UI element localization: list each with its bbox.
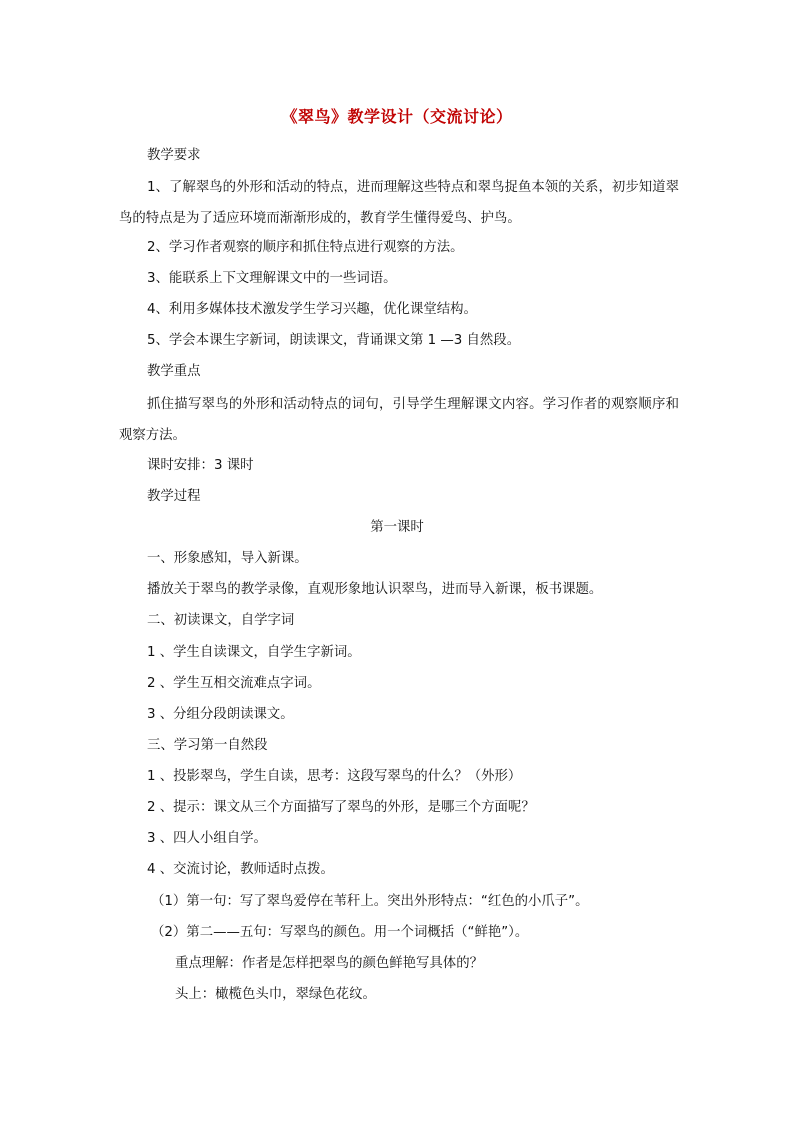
heading-teaching-focus: 教学重点 xyxy=(147,364,201,379)
step-3-heading: 三、学习第一自然段 xyxy=(147,738,268,753)
step-3-item-3: 3 、四人小组自学。 xyxy=(147,831,267,846)
step-2-item-3: 3 、分组分段朗读课文。 xyxy=(147,707,294,722)
teaching-focus-text: 抓住描写翠鸟的外形和活动特点的词句，引导学生理解课文内容。学习作者的观察顺序和观察方法。 xyxy=(119,397,679,443)
step-2-heading: 二、初读课文，自学字词 xyxy=(147,613,295,628)
step-3-item-4-sub-1: （1）第一句：写了翠鸟爱停在苇秆上。突出外形特点：“红色的小爪子”。 xyxy=(151,894,589,909)
step-3-item-2: 2 、提示：课文从三个方面描写了翠鸟的外形，是哪三个方面呢？ xyxy=(147,800,535,815)
head-description: 头上：橄榄色头巾，翠绿色花纹。 xyxy=(175,987,376,1002)
requirement-2: 2、学习作者观察的顺序和抓住特点进行观察的方法。 xyxy=(147,240,464,255)
requirement-4: 4、利用多媒体技术激发学生学习兴趣，优化课堂结构。 xyxy=(147,302,477,317)
requirement-1: 1、了解翠鸟的外形和活动的特点，进而理解这些特点和翠鸟捉鱼本领的关系，初步知道翠鸟的特点是为了适应环境而渐渐形成的，教育学生懂得爱鸟、护鸟。 xyxy=(119,180,679,226)
requirement-5: 5、学会本课生字新词，朗读课文，背诵课文第 1 —3 自然段。 xyxy=(147,333,521,348)
lesson-one-heading: 第一课时 xyxy=(370,520,424,535)
step-1-heading: 一、形象感知，导入新课。 xyxy=(147,551,308,566)
focus-question: 重点理解：作者是怎样把翠鸟的颜色鲜艳写具体的？ xyxy=(175,956,483,971)
heading-teaching-process: 教学过程 xyxy=(147,489,201,504)
step-3-item-1: 1 、投影翠鸟，学生自读，思考：这段写翠鸟的什么？（外形） xyxy=(147,769,522,784)
step-2-item-2: 2 、学生互相交流难点字词。 xyxy=(147,676,321,691)
lesson-hours: 课时安排：3 课时 xyxy=(147,458,254,473)
step-3-item-4: 4 、交流讨论，教师适时点拨。 xyxy=(147,862,334,877)
page-title: 《翠鸟》教学设计（交流讨论） xyxy=(281,107,513,126)
requirement-3: 3、能联系上下文理解课文中的一些词语。 xyxy=(147,271,397,286)
heading-teaching-requirements: 教学要求 xyxy=(147,148,201,163)
step-2-item-1: 1 、学生自读课文，自学生字新词。 xyxy=(147,645,361,660)
step-3-item-4-sub-2: （2）第二——五句：写翠鸟的颜色。用一个词概括（“鲜艳”）。 xyxy=(151,925,529,940)
step-1-text: 播放关于翠鸟的教学录像，直观形象地认识翠鸟，进而导入新课，板书课题。 xyxy=(147,582,603,597)
